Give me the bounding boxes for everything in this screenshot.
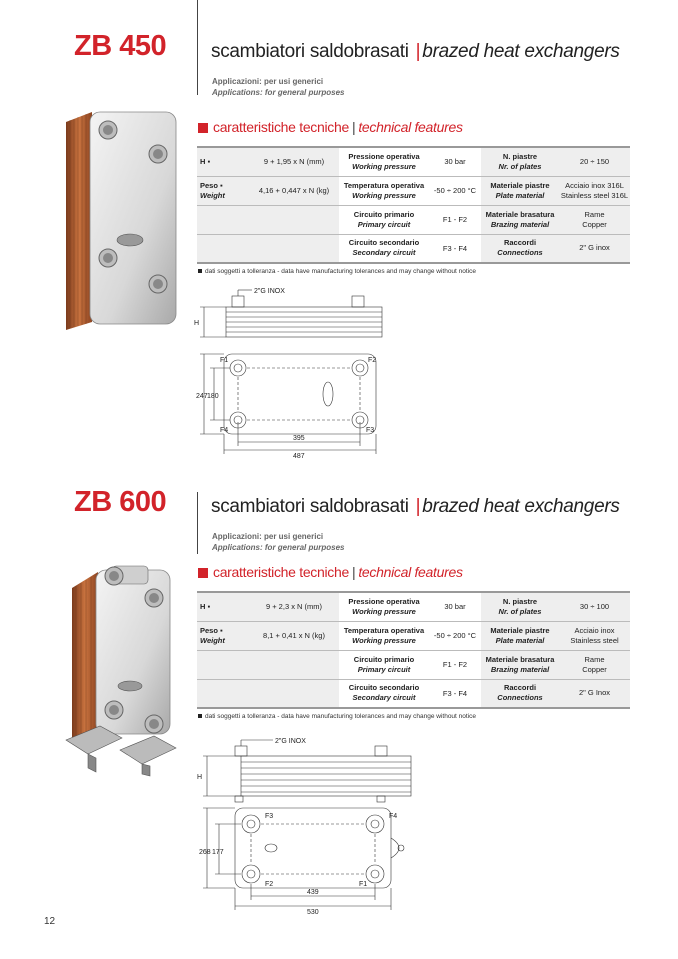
table-row <box>197 147 630 176</box>
features-separator: | <box>351 119 356 135</box>
port-label: F1 <box>220 357 229 364</box>
spec-value: 9 + 1,95 x N (mm) <box>249 147 339 176</box>
applications-english: Applications: for general purposes <box>212 88 345 97</box>
height-label: H <box>197 774 203 781</box>
applications <box>212 531 344 553</box>
title-italian: scambiatori saldobrasati <box>211 41 409 62</box>
heat-exchanger-image <box>62 108 182 338</box>
model-title: ZB 450 <box>74 30 167 62</box>
spec-value: 30 bar <box>429 592 481 621</box>
spec-label <box>197 650 249 679</box>
features-heading <box>198 564 463 580</box>
spec-label: Raccordi Connections <box>481 679 559 708</box>
port-label: F1 <box>359 881 368 888</box>
features-italian: caratteristiche tecniche <box>213 564 349 580</box>
spec-label: Materiale brasatura Brazing material <box>481 650 559 679</box>
spec-label: Circuito primario Primary circuit <box>339 205 429 234</box>
connection-label: 2"G INOX <box>254 288 285 295</box>
title-italian: scambiatori saldobrasati <box>211 496 409 517</box>
dim-395: 395 <box>293 435 305 442</box>
spec-value: F1 - F2 <box>429 205 481 234</box>
dim-268: 268 <box>199 849 211 856</box>
tolerance-note: dati soggetti a tolleranza - data have manufacturing tolerances and may change without notice <box>198 713 476 720</box>
dim-487: 487 <box>293 453 305 460</box>
section-title <box>211 41 620 63</box>
dim-247: 247 <box>196 393 208 400</box>
spec-value <box>249 234 339 263</box>
spec-label: Materiale piastre Plate material <box>481 621 559 650</box>
spec-label <box>197 205 249 234</box>
spec-label: H ▪ <box>197 592 249 621</box>
table-row <box>197 621 630 650</box>
spec-label: Peso ▪ Weight <box>197 176 249 205</box>
heat-exchanger-image <box>62 562 184 777</box>
spec-value: F3 - F4 <box>429 234 481 263</box>
bullet-square-icon <box>198 269 202 273</box>
spec-value: -50 ÷ 200 °C <box>429 621 481 650</box>
connection-label: 2"G INOX <box>275 738 306 745</box>
vertical-divider <box>197 0 198 95</box>
spec-label: N. piastre Nr. of plates <box>481 147 559 176</box>
table-row <box>197 176 630 205</box>
spec-label: Materiale piastre Plate material <box>481 176 559 205</box>
dim-530: 530 <box>307 909 319 916</box>
spec-value: Rame Copper <box>559 650 630 679</box>
technical-drawing <box>190 282 390 462</box>
spec-table <box>197 591 630 709</box>
spec-value: Acciaio inox Stainless steel <box>559 621 630 650</box>
spec-label: Temperatura operativa Working pressure <box>339 621 429 650</box>
spec-value: 2" G inox <box>559 234 630 263</box>
bullet-square-icon <box>198 714 202 718</box>
spec-table <box>197 146 630 264</box>
spec-label: Materiale brasatura Brazing material <box>481 205 559 234</box>
applications <box>212 76 344 98</box>
spec-value: 30 bar <box>429 147 481 176</box>
spec-value <box>249 205 339 234</box>
features-english: technical features <box>358 564 463 580</box>
spec-value: F3 - F4 <box>429 679 481 708</box>
table-row <box>197 679 630 708</box>
spec-value: Rame Copper <box>559 205 630 234</box>
title-english: brazed heat exchangers <box>422 41 620 62</box>
spec-label: Circuito primario Primary circuit <box>339 650 429 679</box>
features-heading <box>198 119 463 135</box>
spec-value: 20 ÷ 150 <box>559 147 630 176</box>
spec-label: Temperatura operativa Working pressure <box>339 176 429 205</box>
table-row <box>197 205 630 234</box>
spec-value: -50 ÷ 200 °C <box>429 176 481 205</box>
spec-label: H ▪ <box>197 147 249 176</box>
port-label: F4 <box>220 427 229 434</box>
model-title: ZB 600 <box>74 486 167 518</box>
title-english: brazed heat exchangers <box>422 496 620 517</box>
spec-value: 8,1 + 0,41 x N (kg) <box>249 621 339 650</box>
spec-label: Pressione operativa Working pressure <box>339 147 429 176</box>
dim-177: 177 <box>212 849 224 856</box>
title-separator: | <box>415 496 421 517</box>
table-row <box>197 650 630 679</box>
spec-label: N. piastre Nr. of plates <box>481 592 559 621</box>
spec-value <box>249 650 339 679</box>
spec-label: Pressione operativa Working pressure <box>339 592 429 621</box>
dim-180: 180 <box>207 393 219 400</box>
spec-value: 2" G Inox <box>559 679 630 708</box>
vertical-divider <box>197 492 198 554</box>
spec-value: F1 - F2 <box>429 650 481 679</box>
port-label: F2 <box>265 881 274 888</box>
features-separator: | <box>351 564 356 580</box>
spec-value: 30 ÷ 100 <box>559 592 630 621</box>
spec-label: Peso ▪ Weight <box>197 621 249 650</box>
section-title <box>211 496 620 518</box>
page-number: 12 <box>44 916 56 927</box>
spec-value: 4,16 + 0,447 x N (kg) <box>249 176 339 205</box>
applications-english: Applications: for general purposes <box>212 543 345 552</box>
dim-439: 439 <box>307 889 319 896</box>
port-label: F3 <box>265 813 274 820</box>
technical-drawing <box>195 734 425 914</box>
port-label: F4 <box>389 813 398 820</box>
spec-value <box>249 679 339 708</box>
features-english: technical features <box>358 119 463 135</box>
title-separator: | <box>415 41 421 62</box>
applications-italian: Applicazioni: per usi generici <box>212 532 324 541</box>
port-label: F3 <box>366 427 375 434</box>
spec-label: Raccordi Connections <box>481 234 559 263</box>
red-square-icon <box>198 568 208 578</box>
spec-value: 9 + 2,3 x N (mm) <box>249 592 339 621</box>
applications-italian: Applicazioni: per usi generici <box>212 77 324 86</box>
tolerance-note: dati soggetti a tolleranza - data have manufacturing tolerances and may change without notice <box>198 268 476 275</box>
spec-value: Acciaio inox 316L Stainless steel 316L <box>559 176 630 205</box>
features-italian: caratteristiche tecniche <box>213 119 349 135</box>
spec-label: Circuito secondario Secondary circuit <box>339 234 429 263</box>
table-row <box>197 234 630 263</box>
spec-label <box>197 234 249 263</box>
red-square-icon <box>198 123 208 133</box>
table-row <box>197 592 630 621</box>
spec-label: Circuito secondario Secondary circuit <box>339 679 429 708</box>
port-label: F2 <box>368 357 377 364</box>
height-label: H <box>194 320 200 327</box>
spec-label <box>197 679 249 708</box>
